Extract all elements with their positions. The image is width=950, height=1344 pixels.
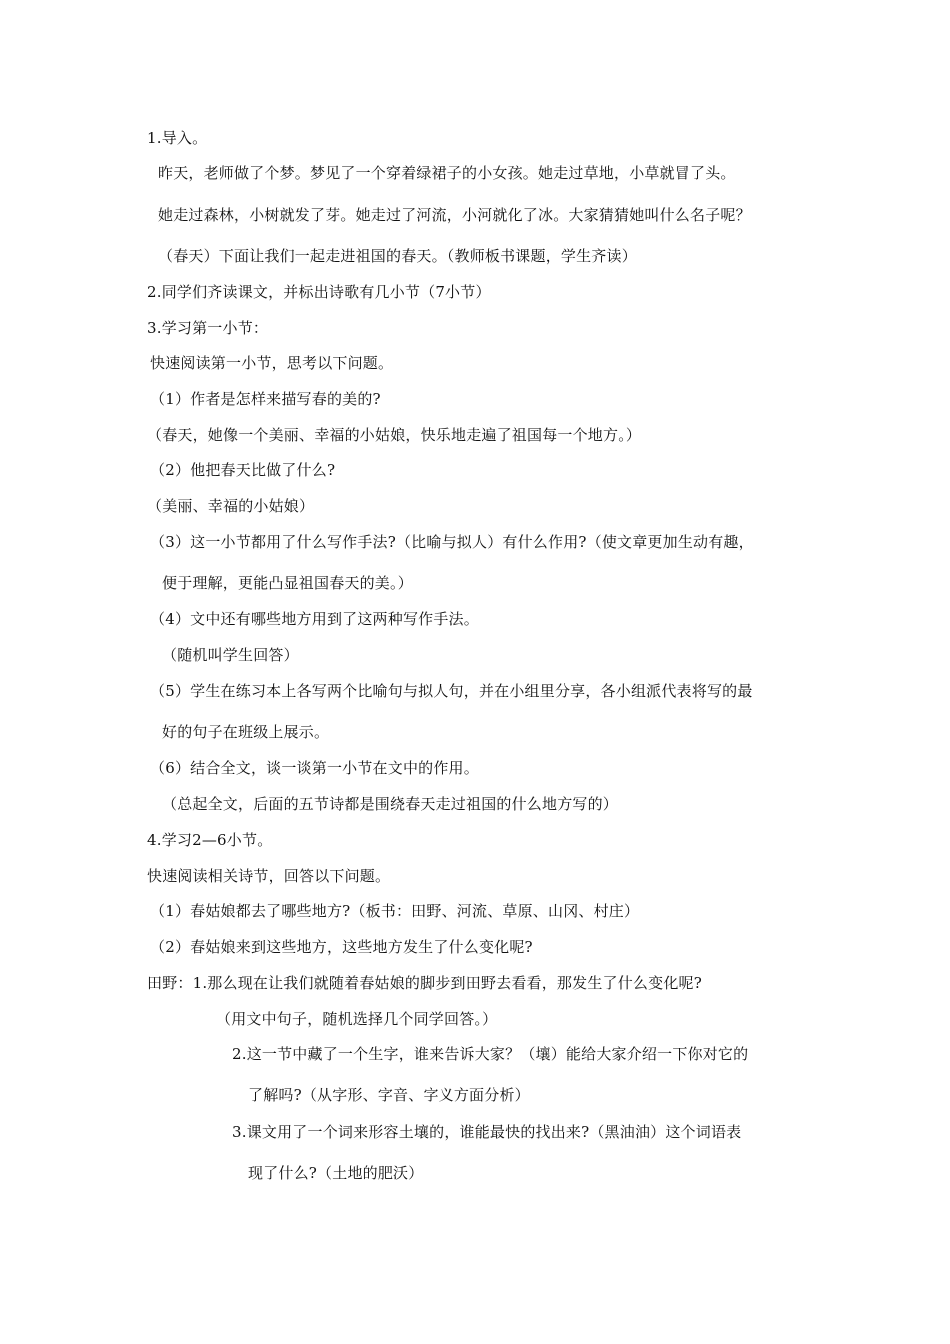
text-line-12: （3）这一小节都用了什么写作手法?（比喻与拟人）有什么作用?（使文章更加生动有趣， <box>150 533 754 551</box>
text-line-28: 3.课文用了一个词来形容土壤的，谁能最快的找出来?（黑油油）这个词语表 <box>232 1123 742 1141</box>
text-line-23: （2）春姑娘来到这些地方，这些地方发生了什么变化呢? <box>150 938 533 956</box>
text-line-7: 快速阅读第一小节，思考以下问题。 <box>150 354 394 372</box>
text-line-22: （1）春姑娘都去了哪些地方?（板书：田野、河流、草原、山冈、村庄） <box>150 902 640 920</box>
text-line-13: 便于理解，更能凸显祖国春天的美。） <box>162 574 413 592</box>
text-line-18: （6）结合全文，谈一谈第一小节在文中的作用。 <box>150 759 479 777</box>
text-line-4: （春天）下面让我们一起走进祖国的春天。（教师板书课题，学生齐读） <box>158 247 637 265</box>
text-line-27: 了解吗?（从字形、字音、字义方面分析） <box>248 1086 530 1104</box>
text-line-25: （用文中句子，随机选择几个同学回答。） <box>216 1010 498 1028</box>
text-line-15: （随机叫学生回答） <box>162 646 299 664</box>
text-line-10: （2）他把春天比做了什么? <box>150 461 336 479</box>
text-line-24: 田野：1.那么现在让我们就随着春姑娘的脚步到田野去看看，那发生了什么变化呢? <box>147 974 702 992</box>
text-line-6: 3.学习第一小节： <box>147 319 269 337</box>
text-line-26: 2.这一节中藏了一个生字，谁来告诉大家？（壤）能给大家介绍一下你对它的 <box>232 1045 749 1063</box>
text-line-16: （5）学生在练习本上各写两个比喻句与拟人句，并在小组里分享，各小组派代表将写的最 <box>150 682 753 700</box>
text-line-21: 快速阅读相关诗节，回答以下问题。 <box>147 867 391 885</box>
text-line-17: 好的句子在班级上展示。 <box>162 723 330 741</box>
text-line-11: （美丽、幸福的小姑娘） <box>147 497 315 515</box>
text-line-29: 现了什么?（土地的肥沃） <box>248 1164 424 1182</box>
text-line-20: 4.学习2—6小节。 <box>147 831 273 849</box>
text-line-19: （总起全文，后面的五节诗都是围绕春天走过祖国的什么地方写的） <box>162 795 619 813</box>
text-line-2: 昨天，老师做了个梦。梦见了一个穿着绿裙子的小女孩。她走过草地，小草就冒了头。 <box>158 164 736 182</box>
text-line-9: （春天，她像一个美丽、幸福的小姑娘，快乐地走遍了祖国每一个地方。） <box>147 426 642 444</box>
text-line-3: 她走过森林，小树就发了芽。她走过了河流，小河就化了冰。大家猜猜她叫什么名子呢？ <box>158 206 751 224</box>
text-line-14: （4）文中还有哪些地方用到了这两种写作手法。 <box>150 610 479 628</box>
text-line-8: （1）作者是怎样来描写春的美的? <box>150 390 381 408</box>
text-line-1: 1.导入。 <box>147 129 208 147</box>
text-line-5: 2.同学们齐读课文，并标出诗歌有几小节（7小节） <box>147 283 491 301</box>
